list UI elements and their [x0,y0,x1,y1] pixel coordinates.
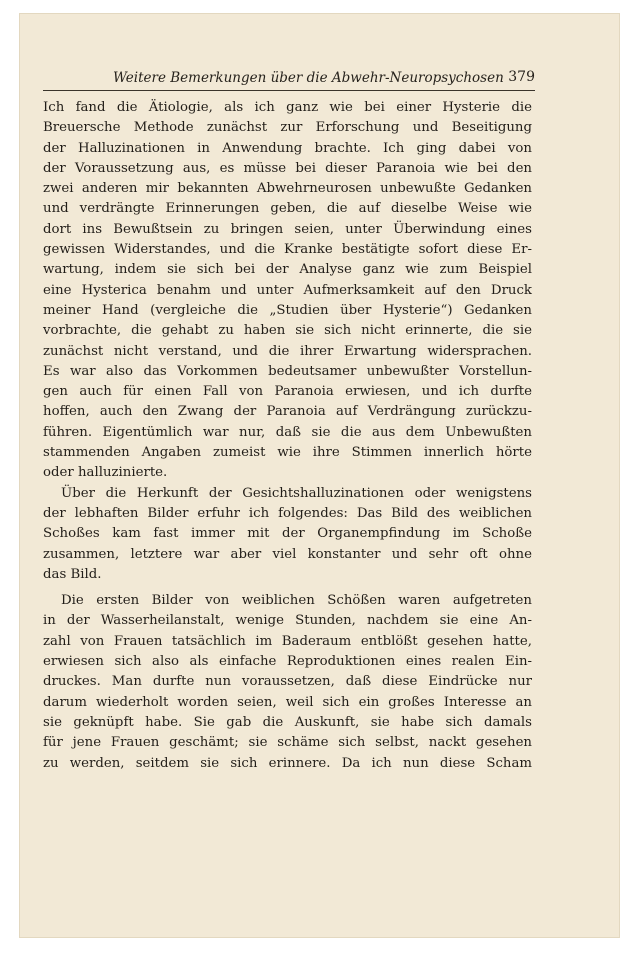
text-line: der Voraussetzung aus, es müsse bei dieser Paranoia wie bei den [43,160,532,176]
text-line: in der Wasserheilanstalt, wenige Stunden, nachdem sie eine An- [43,613,532,629]
running-title: Weitere Bemerkungen über die Abwehr-Neuropsychosen [113,70,504,86]
text-line: führen. Eigentümlich war nur, daß sie die aus dem Unbewußten [43,424,532,440]
text-line: zahl von Frauen tatsächlich im Baderaum entblößt gesehen hatte, [43,633,532,649]
text-line: für jene Frauen geschämt; sie schäme sich selbst, nackt gesehen [43,735,532,751]
text-line: Über die Herkunft der Gesichtshalluzinationen oder wenigstens [61,485,532,501]
text-line: Es war also das Vorkommen bedeutsamer unbewußter Vorstellun- [43,363,532,379]
text-line: vorbrachte, die gehabt zu haben sie sich nicht erinnerte, die sie [43,323,532,339]
text-line: hoffen, auch den Zwang der Paranoia auf Verdrängung zurückzu- [43,404,532,420]
body-text [43,98,532,774]
text-line: Breuersche Methode zunächst zur Erforschung und Beseitigung [43,120,532,136]
text-line: druckes. Man durfte nun voraussetzen, daß diese Eindrücke nur [43,674,532,690]
text-line: zusammen, letztere war aber viel konstanter und sehr oft ohne [43,546,532,562]
page-number: 379 [508,69,535,85]
text-line: wartung, indem sie sich bei der Analyse ganz wie zum Beispiel [43,262,532,278]
text-line: Schoßes kam fast immer mit der Organempfindung im Schoße [43,526,532,542]
paragraph-3 [43,591,532,774]
text-line: erwiesen sich also als einfache Reproduktionen eines realen Ein- [43,654,532,670]
text-line: und verdrängte Erinnerungen geben, die auf dieselbe Weise wie [43,201,532,217]
paragraph-2 [43,484,532,585]
text-line: stammenden Angaben zumeist wie ihre Stimmen innerlich hörte [43,445,532,461]
text-line: oder halluzinierte. [43,465,168,481]
text-line: darum wiederholt worden seien, weil sich ein großes Interesse an [43,694,532,710]
text-line: der Halluzinationen in Anwendung brachte. Ich ging dabei von [43,140,532,156]
text-line: Ich fand die Ätiologie, als ich ganz wie bei einer Hysterie die [43,100,532,115]
text-line: gewissen Widerstandes, und die Kranke bestätigte sofort diese Er- [43,242,532,258]
text-line: zwei anderen mir bekannten Abwehrneurosen unbewußte Gedanken [43,181,532,197]
text-line: gen auch für einen Fall von Paranoia erwiesen, und ich durfte [43,384,532,400]
text-line: das Bild. [43,566,102,582]
text-line: Die ersten Bilder von weiblichen Schößen waren aufgetreten [61,593,532,609]
text-line: sie geknüpft habe. Sie gab die Auskunft, sie habe sich damals [43,714,532,730]
paragraph-1 [43,98,532,484]
text-line: eine Hysterica benahm und unter Aufmerksamkeit auf den Druck [43,282,532,298]
text-line: meiner Hand (vergleiche die „Studien über Hysterie“) Gedanken [43,302,532,318]
text-line: zu werden, seitdem sie sich erinnere. Da ich nun diese Scham [43,755,532,771]
text-line: dort ins Bewußtsein zu bringen seien, unter Überwindung eines [43,221,532,237]
running-header [43,64,535,91]
text-line: der lebhaften Bilder erfuhr ich folgendes: Das Bild des weiblichen [43,505,532,521]
text-line: zunächst nicht verstand, und die ihrer Erwartung widersprachen. [43,343,532,359]
